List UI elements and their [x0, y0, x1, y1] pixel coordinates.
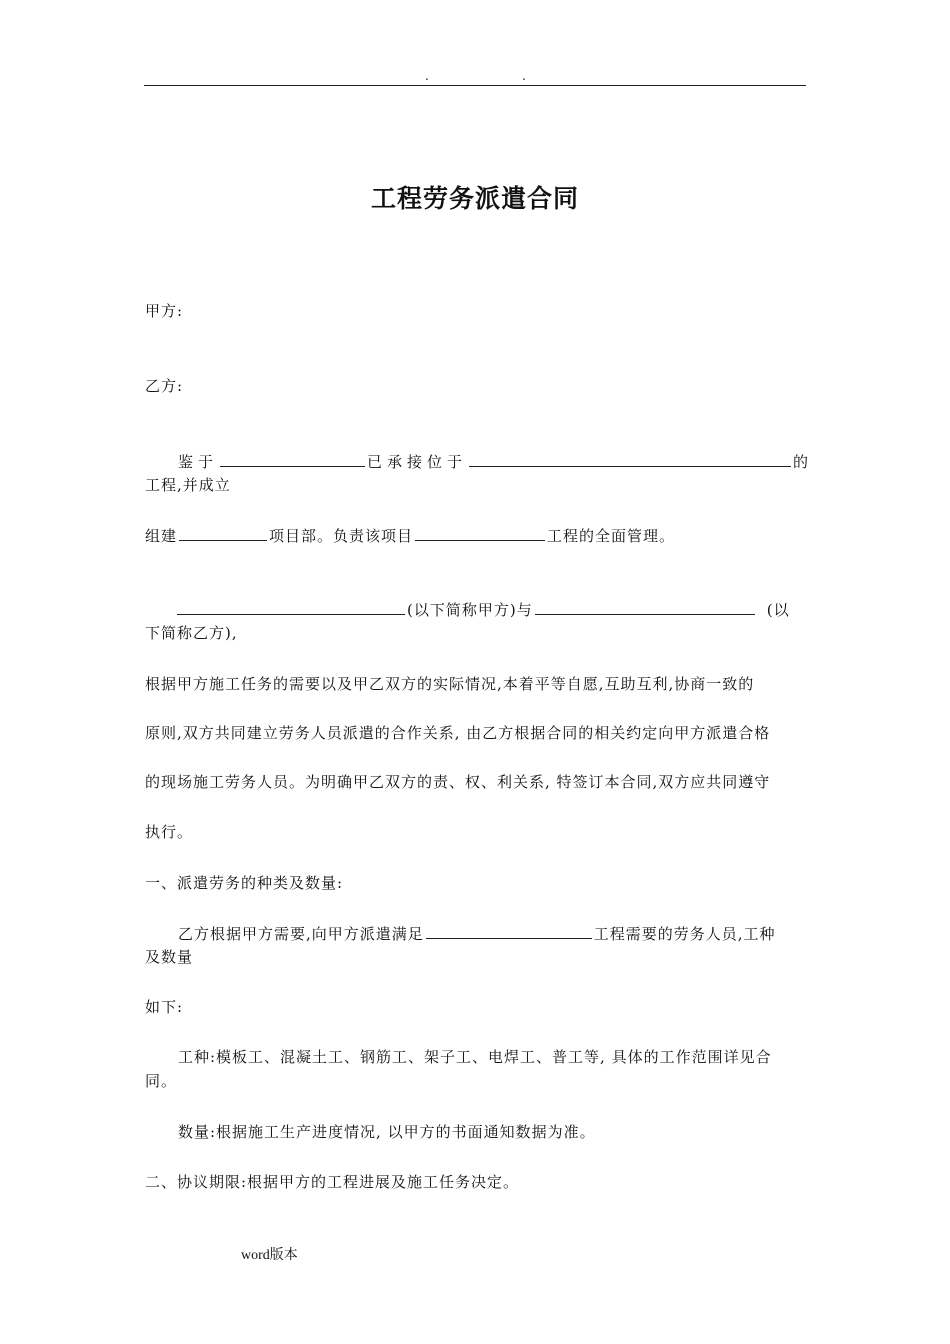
recital-text: 执行。 — [145, 823, 194, 841]
blank-field[interactable] — [415, 524, 545, 541]
document-title: 工程劳务派遣合同 — [370, 184, 579, 213]
recital-text: 原则,双方共同建立劳务人员派遣的合作关系, 由乙方根据合同的相关约定向甲方派遣合格 — [145, 724, 771, 742]
recital-text: 工程,并成立 — [145, 476, 231, 494]
section-2-heading: 二、协议期限:根据甲方的工程进展及施工任务决定。 — [145, 1173, 520, 1191]
section-1-text: 工程需要的劳务人员,工种 — [593, 925, 776, 943]
recital-paragraph-3 — [177, 598, 790, 621]
recital-text: (以 — [766, 601, 790, 619]
recital-text: 鉴于 — [178, 453, 219, 471]
party-a-label: 甲方: — [145, 302, 184, 320]
quantity-text: 数量:根据施工生产进度情况, 以甲方的书面通知数据为准。 — [178, 1123, 596, 1141]
recital-paragraph-1 — [178, 450, 809, 473]
work-types-text: 工种:模板工、混凝土工、钢筋工、架子工、电焊工、普工等, 具体的工作范围详见合 — [178, 1048, 772, 1066]
section-1-heading: 一、派遣劳务的种类及数量: — [145, 874, 344, 892]
recital-text: 下简称乙方), — [145, 624, 238, 642]
recital-text: (以下简称甲方)与 — [407, 601, 533, 619]
blank-field[interactable] — [179, 524, 267, 541]
header-dot-left: . — [425, 69, 429, 83]
blank-field[interactable] — [220, 450, 365, 467]
blank-field[interactable] — [177, 598, 405, 615]
recital-paragraph-2 — [145, 524, 675, 547]
section-1-paragraph — [178, 922, 776, 945]
recital-text: 组建 — [145, 527, 178, 545]
recital-text: 已承接位于 — [367, 453, 468, 471]
recital-text: 根据甲方施工任务的需要以及甲乙双方的实际情况,本着平等自愿,互助互利,协商一致的 — [145, 675, 755, 693]
header-rule — [144, 85, 806, 86]
blank-field[interactable] — [426, 922, 592, 939]
recital-text: 的现场施工劳务人员。为明确甲乙双方的责、权、利关系, 特签订本合同,双方应共同遵守 — [145, 773, 771, 791]
recital-text: 项目部。负责该项目 — [269, 527, 414, 545]
blank-field[interactable] — [469, 450, 791, 467]
header-dot-right: . — [522, 69, 526, 83]
section-1-text: 如下: — [145, 998, 184, 1016]
section-1-text: 乙方根据甲方需要,向甲方派遣满足 — [178, 925, 424, 943]
party-b-label: 乙方: — [145, 377, 184, 395]
section-1-text: 及数量 — [145, 948, 194, 966]
recital-text: 的 — [793, 453, 810, 471]
blank-field[interactable] — [535, 598, 755, 615]
footer-note: word版本 — [241, 1248, 298, 1263]
recital-text: 工程的全面管理。 — [547, 527, 676, 545]
work-types-text: 同。 — [145, 1072, 178, 1090]
